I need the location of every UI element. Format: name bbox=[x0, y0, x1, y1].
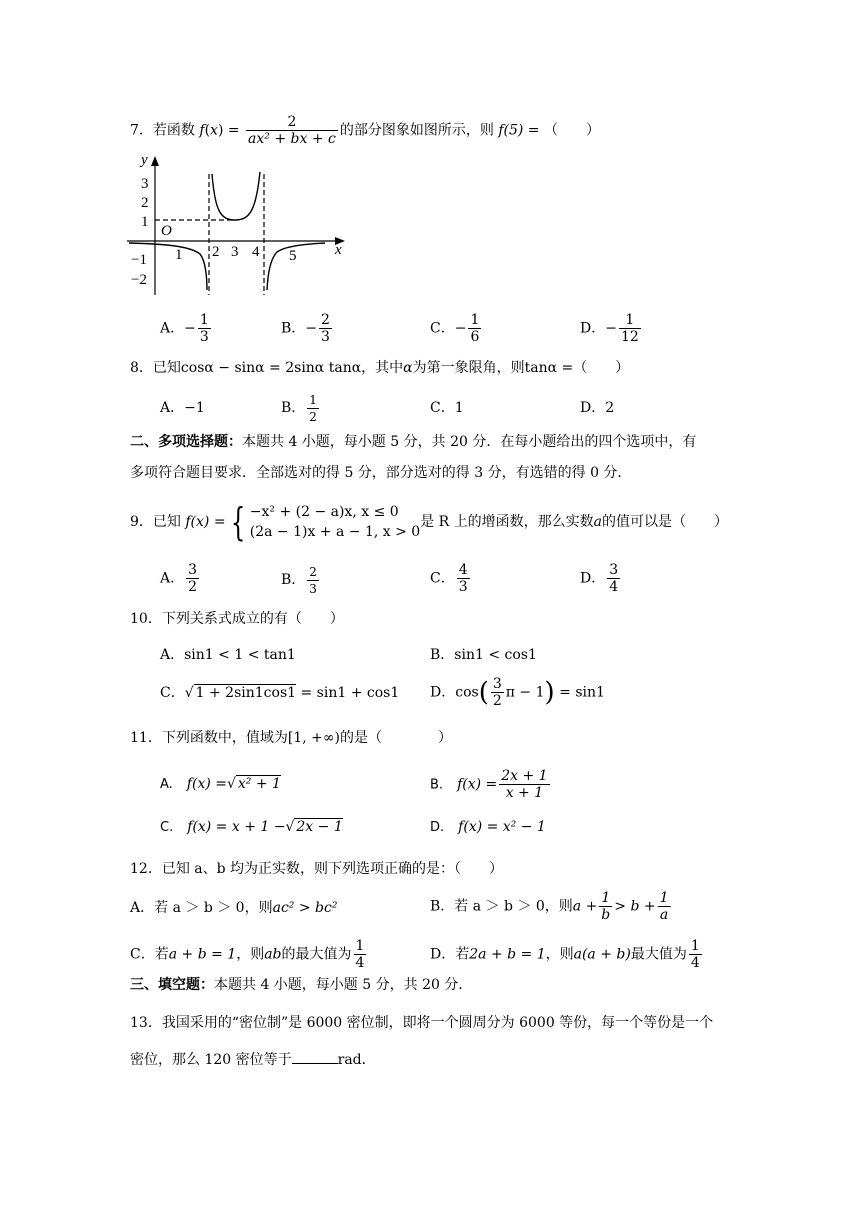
section3-heading: 三、填空题： bbox=[130, 977, 214, 993]
graph-tick-ym2: −2 bbox=[131, 272, 147, 288]
q9-stem: 9．已知 f(x) = { −x² + (2 − a)x, x ≤ 0 (2a − 1)x + a − 1, x > 0 是 R 上的增函数，那么实数a的值可以是（ ） bbox=[130, 500, 729, 544]
q8-option-a[interactable]: A．−1 bbox=[160, 400, 205, 416]
q7-function-graph bbox=[125, 150, 355, 300]
q10-option-b[interactable]: B．sin1 < cos1 bbox=[430, 647, 537, 663]
q9-piecewise: −x² + (2 − a)x, x ≤ 0 (2a − 1)x + a − 1, x > 0 bbox=[249, 504, 421, 540]
graph-tick-y1: 1 bbox=[141, 214, 149, 230]
q11-stem: 11．下列函数中，值域为[1, +∞)的是（ ） bbox=[130, 730, 452, 746]
q10-option-c[interactable]: C．√ 1 + 2sin1cos1 = sin1 + cos1 bbox=[160, 685, 400, 701]
section3-instructions: 三、填空题：本题共 4 小题，每小题 5 分，共 20 分． bbox=[130, 977, 473, 993]
q12-option-c[interactable]: C．若a + b = 1，则ab的最大值为 $\frac{1}{4}$ bbox=[130, 938, 365, 971]
q8-option-d[interactable]: D．2 bbox=[580, 400, 615, 416]
q11-option-b[interactable]: B. f(x) = $\frac{2x + 1}{x + 1}$ bbox=[430, 768, 548, 801]
q12-option-a[interactable]: A．若 a ＞ b ＞ 0，则ac² > bc² bbox=[130, 900, 338, 916]
graph-tick-y2: 2 bbox=[141, 195, 149, 211]
q12-option-b[interactable]: B．若 a ＞ b ＞ 0，则a + $\frac{1}{b}$ > b + $\frac{1}{a}$ bbox=[430, 890, 669, 923]
graph-tick-ym1: −1 bbox=[131, 252, 147, 268]
q13-line1: 13．我国采用的“密位制”是 6000 密位制，即将一个圆周分为 6000 等份，每一个等份是一个 bbox=[130, 1015, 714, 1031]
q13-line2: 密位，那么 120 密位等于 rad． bbox=[130, 1049, 376, 1070]
q11-option-d[interactable]: D. f(x) = x² − 1 bbox=[430, 819, 546, 835]
q9-option-d[interactable]: D． $\frac{3}{4}$ bbox=[580, 562, 619, 595]
q7-function-fraction: $\frac{2}{\text{ax² + bx + c}}$ bbox=[248, 114, 336, 147]
q10-stem: 10．下列关系式成立的有（ ） bbox=[130, 611, 344, 627]
q8-option-b[interactable]: B． $\frac{1}{2}$ bbox=[281, 393, 317, 424]
graph-tick-x3: 3 bbox=[231, 244, 239, 260]
section2-instructions-line2: 多项符合题目要求．全部选对的得 5 分，部分选对的得 3 分，有选错的得 0 分． bbox=[130, 465, 632, 481]
q7-stem: 7．若函数 f(x) = $\frac{2}{\text{ax² + bx + c}}$ 的部分图象如图所示，则 f(5) = （ ） bbox=[130, 114, 600, 147]
q8-option-c[interactable]: C．1 bbox=[430, 400, 464, 416]
q10-option-d[interactable]: D．cos( $\frac{3}{2}$ π − 1) = sin1 bbox=[430, 676, 605, 709]
q8-stem: 8．已知cosα − sinα = 2sinα tanα，其中α为第一象限角，则tanα =（ ） bbox=[130, 360, 630, 376]
graph-tick-x2: 2 bbox=[212, 244, 220, 260]
q9-option-b[interactable]: B． $\frac{2}{3}$ bbox=[281, 565, 317, 596]
q11-option-a[interactable]: A. f(x) =√ x² + 1 bbox=[160, 776, 281, 792]
q7-option-a[interactable]: A．− $\frac{1}{3}$ bbox=[160, 312, 209, 345]
graph-y-label: y bbox=[141, 152, 148, 168]
q10-option-a[interactable]: A．sin1 < 1 < tan1 bbox=[160, 647, 296, 663]
q9-option-a[interactable]: A． $\frac{3}{2}$ bbox=[160, 562, 198, 595]
q12-option-d[interactable]: D．若2a + b = 1，则a(a + b)最大值为 $\frac{1}{4}$ bbox=[430, 938, 700, 971]
q13-answer-blank[interactable] bbox=[292, 1049, 338, 1064]
q7-option-c[interactable]: C．− $\frac{1}{6}$ bbox=[430, 312, 480, 345]
graph-tick-y3: 3 bbox=[141, 176, 149, 192]
q11-option-c[interactable]: C. f(x) = x + 1 −√ 2x − 1 bbox=[160, 819, 343, 835]
graph-tick-x1: 1 bbox=[175, 247, 183, 263]
section2-instructions-line1: 二、多项选择题：本题共 4 小题，每小题 5 分，共 20 分．在每小题给出的四个选项中，有 bbox=[130, 434, 697, 450]
q7-option-d[interactable]: D．− $\frac{1}{12}$ bbox=[580, 312, 639, 345]
q7-option-b[interactable]: B．− $\frac{2}{3}$ bbox=[281, 312, 330, 345]
graph-origin-label: O bbox=[161, 223, 172, 239]
graph-x-label: x bbox=[335, 242, 342, 258]
graph-tick-x4: 4 bbox=[252, 244, 260, 260]
section2-heading: 二、多项选择题： bbox=[130, 434, 242, 450]
q9-option-c[interactable]: C． $\frac{4}{3}$ bbox=[430, 562, 468, 595]
graph-tick-x5: 5 bbox=[289, 248, 297, 264]
q12-stem: 12．已知 a、b 均为正实数，则下列选项正确的是：（ ） bbox=[130, 861, 504, 877]
